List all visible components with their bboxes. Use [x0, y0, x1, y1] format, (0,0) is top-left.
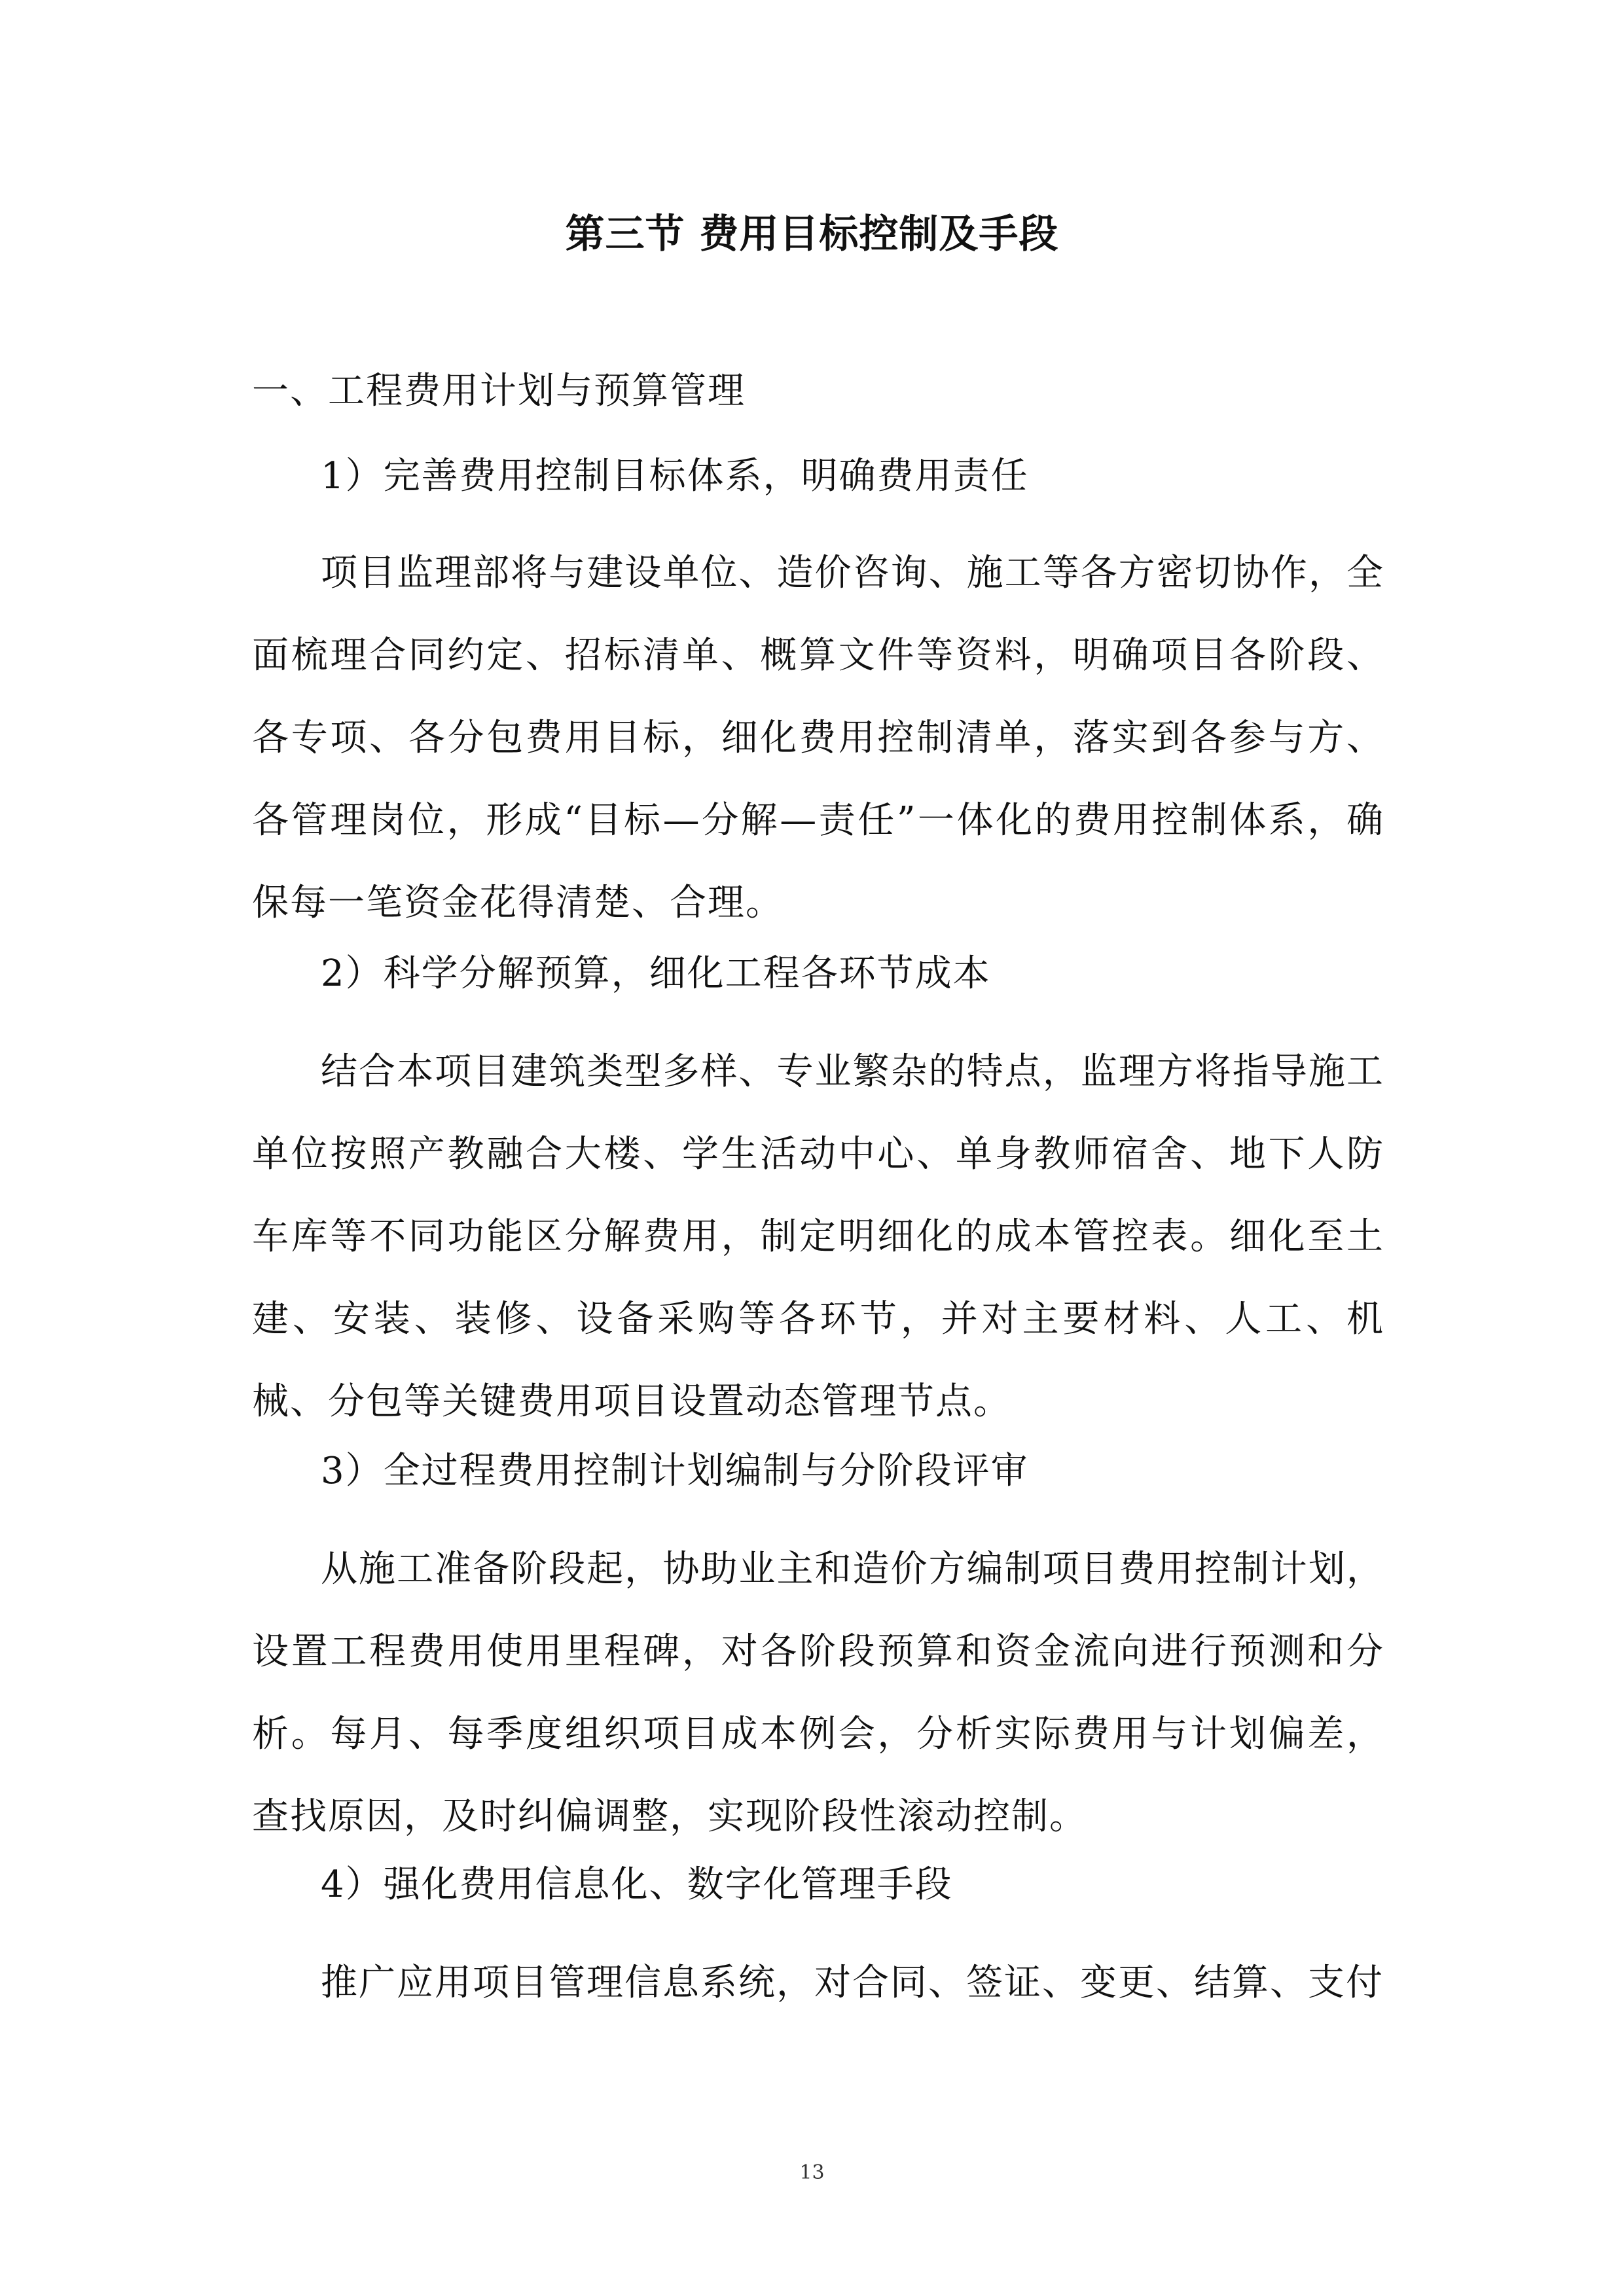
page-title: 第三节 费用目标控制及手段: [565, 211, 1059, 257]
subheading-2: 2）科学分解预算，细化工程各环节成本: [321, 952, 991, 995]
paragraph-1: 项目监理部将与建设单位、造价咨询、施工等各方密切协作，全面梳理合同约定、招标清单、概算文件等资料，明确项目各阶段、各专项、各分包费用目标，细化费用控制清单，落实到各参与方、各管理岗位，形成“目标—分解—责任”一体化的费用控制体系，确保每一笔资金花得清楚、合理。: [252, 552, 1384, 924]
subheading-3: 3）全过程费用控制计划编制与分阶段评审: [321, 1450, 1029, 1492]
section-heading: 一、工程费用计划与预算管理: [252, 370, 746, 412]
paragraph-3: 从施工准备阶段起，协助业主和造价方编制项目费用控制计划，设置工程费用使用里程碑，对各阶段预算和资金流向进行预测和分析。每月、每季度组织项目成本例会，分析实际费用与计划偏差，查找原因，及时纠偏调整，实现阶段性滚动控制。: [252, 1548, 1384, 1838]
paragraph-2: 结合本项目建筑类型多样、专业繁杂的特点，监理方将指导施工单位按照产教融合大楼、学生活动中心、单身教师宿舍、地下人防车库等不同功能区分解费用，制定明细化的成本管控表。细化至土建、安装、装修、设备采购等各环节，并对主要材料、人工、机械、分包等关键费用项目设置动态管理节点。: [252, 1050, 1384, 1423]
page-number: 13: [799, 2161, 825, 2184]
paragraph-4: 推广应用项目管理信息系统，对合同、签证、变更、结算、支付: [321, 1962, 1384, 2004]
subheading-1: 1）完善费用控制目标体系，明确费用责任: [321, 455, 1029, 497]
subheading-4: 4）强化费用信息化、数字化管理手段: [321, 1863, 953, 1906]
